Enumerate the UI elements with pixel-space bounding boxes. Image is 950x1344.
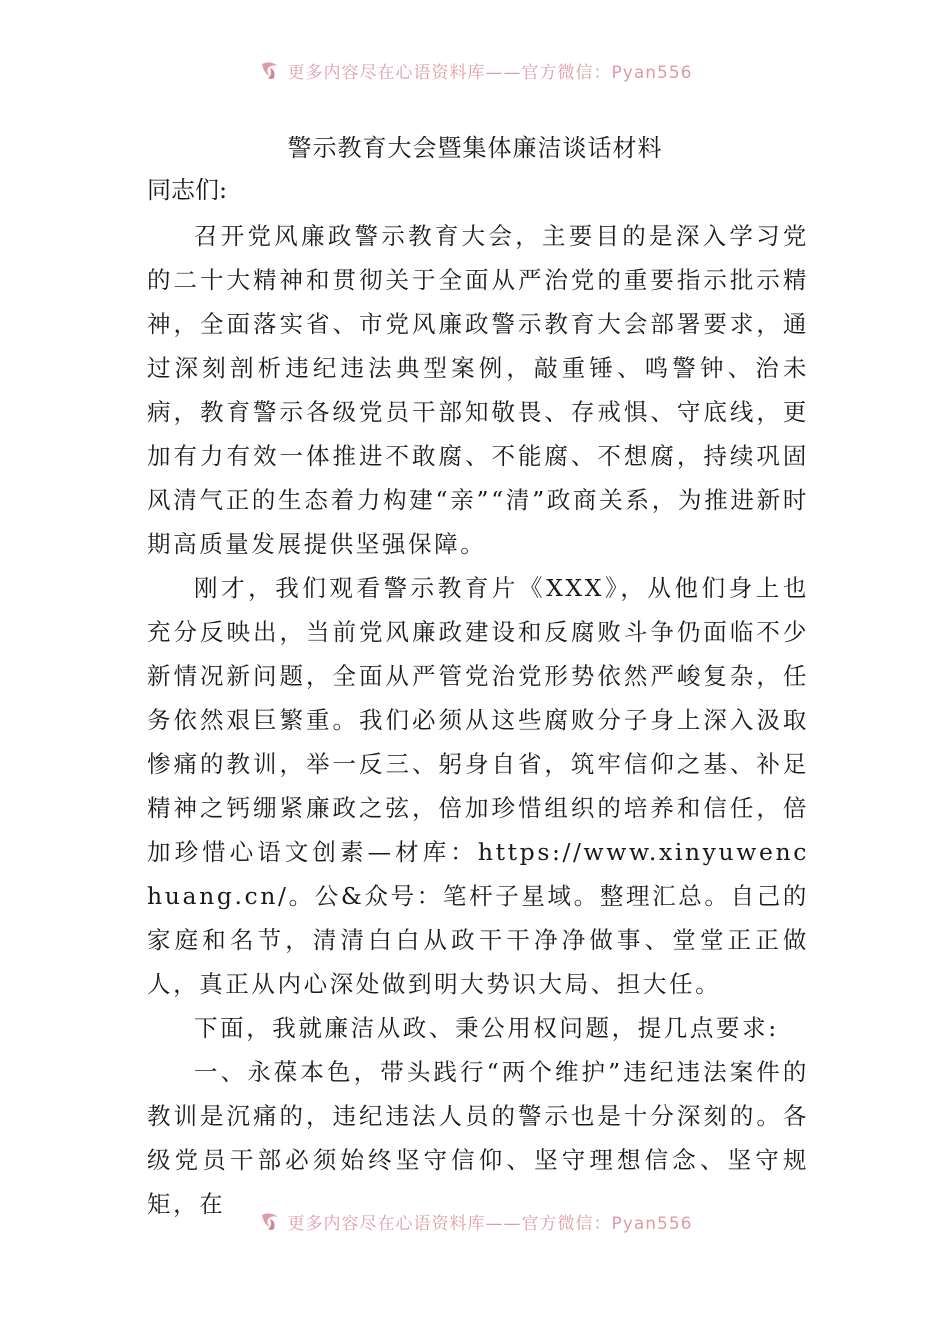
watermark-logo-icon bbox=[258, 1209, 282, 1233]
paragraph: 下面，我就廉洁从政、秉公用权问题，提几点要求: bbox=[194, 1014, 779, 1042]
watermark-header bbox=[0, 55, 950, 85]
watermark-text: 更多内容尽在心语资料库——官方微信：Pyan556 bbox=[287, 62, 693, 83]
paragraph: 一、永葆本色，带头践行“两个维护”违纪违法案件的教训是沉痛的，违纪违法人员的警示也是十分深刻的。各级党员干部必须始终坚守信仰、坚守理想信念、坚守规矩，在 bbox=[147, 1058, 809, 1218]
salutation: 同志们: bbox=[147, 176, 228, 204]
paragraph: 召开党风廉政警示教育大会，主要目的是深入学习党的二十大精神和贯彻关于全面从严治党的重要指示批示精神，全面落实省、市党风廉政警示教育大会部署要求，通过深刻剖析违纪违法典型案例，敲重锤、鸣警钟、治未病，教育警示各级党员干部知敬畏、存戒惧、守底线，更加有力有效一体推进不敢腐、不能腐、不想腐，持续巩固风清气正的生态着力构建“亲”“清”政商关系，为推进新时期高质量发展提供坚强保障。 bbox=[147, 222, 809, 558]
watermark-logo-icon bbox=[258, 58, 282, 82]
document-body bbox=[147, 214, 809, 1226]
watermark-text: 更多内容尽在心语资料库——官方微信：Pyan556 bbox=[287, 1213, 693, 1234]
document-title: 警示教育大会暨集体廉洁谈话材料 bbox=[287, 134, 663, 162]
paragraph: 刚才，我们观看警示教育片《XXX》，从他们身上也充分反映出，当前党风廉政建设和反腐败斗争仍面临不少新情况新问题，全面从严管党治党形势依然严峻复杂，任务依然艰巨繁重。我们必须从这些腐败分子身上深入汲取惨痛的教训，举一反三、躬身自省，筑牢信仰之基、补足精神之钙绷紧廉政之弦，倍加珍惜组织的培养和信任，倍加珍惜心语文创素—材库：https://www.xinyuwenchuang.cn/。公&众号：笔杆子星域。整理汇总。自己的家庭和名节，清清白白从政干干净净做事、堂堂正正做人，真正从内心深处做到明大势识大局、担大任。 bbox=[147, 574, 809, 998]
watermark-footer bbox=[0, 1206, 950, 1236]
